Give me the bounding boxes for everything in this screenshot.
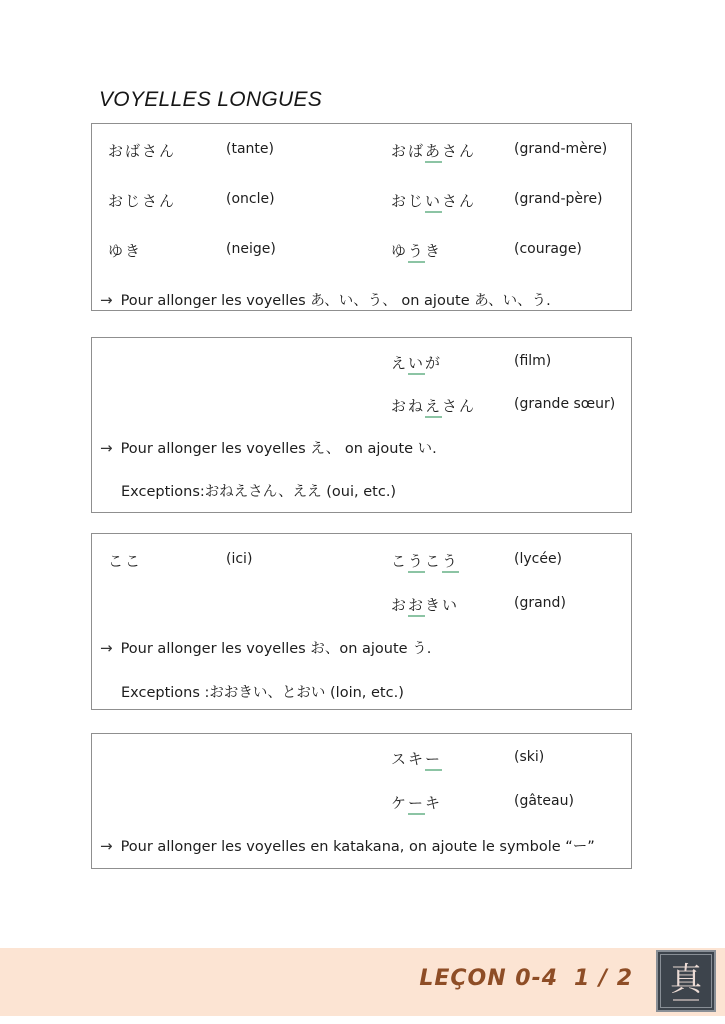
japanese-word: おじいさん bbox=[391, 190, 514, 211]
arrow-icon: → bbox=[100, 837, 113, 855]
japanese-word: こうこう bbox=[391, 550, 514, 571]
french-translation bbox=[226, 395, 391, 396]
vocab-rows bbox=[92, 124, 631, 290]
long-vowel-underline: う bbox=[408, 242, 425, 263]
rule-text: Pour allonger les voyelles お、on ajoute う. bbox=[120, 641, 432, 657]
vocab-row bbox=[92, 395, 631, 438]
rule-box-hiragana-a-i-u bbox=[91, 123, 632, 311]
page-title: VOYELLES LONGUES bbox=[99, 88, 323, 111]
long-vowel-underline: い bbox=[425, 192, 442, 213]
french-translation: (oncle) bbox=[226, 191, 275, 207]
japanese-word: おばあさん bbox=[391, 140, 514, 161]
footer-lesson-label bbox=[419, 966, 633, 991]
rule-box-hiragana-o bbox=[91, 533, 632, 710]
school-logo bbox=[656, 950, 716, 1012]
lesson-number: LEÇON 0-4 bbox=[419, 966, 559, 991]
arrow-icon: → bbox=[100, 291, 113, 309]
long-vowel-underline: あ bbox=[425, 142, 442, 163]
japanese-word: おばさん bbox=[108, 142, 177, 160]
long-vowel-underline: え bbox=[425, 397, 442, 418]
french-translation: (ski) bbox=[514, 749, 545, 765]
page-number: 1 / 2 bbox=[574, 966, 633, 991]
rule-text: Pour allonger les voyelles en katakana, on ajoute le symbole “ー” bbox=[120, 839, 595, 855]
japanese-word: おおきい bbox=[391, 594, 514, 615]
rule-line bbox=[92, 638, 631, 659]
vocab-row bbox=[92, 594, 631, 638]
long-vowel-underline: う bbox=[442, 552, 459, 573]
french-translation: (grand-mère) bbox=[514, 141, 608, 157]
french-translation: (tante) bbox=[226, 141, 274, 157]
rule-line bbox=[92, 836, 631, 857]
long-vowel-underline: ー bbox=[408, 794, 425, 815]
japanese-word: おじさん bbox=[108, 192, 177, 210]
japanese-word: ここ bbox=[108, 552, 143, 570]
japanese-word: えいが bbox=[391, 352, 514, 373]
french-translation: (courage) bbox=[514, 241, 582, 257]
french-translation: (grand-père) bbox=[514, 191, 603, 207]
french-translation: (lycée) bbox=[514, 551, 563, 567]
long-vowel-underline: お bbox=[408, 596, 425, 617]
long-vowel-underline: う bbox=[408, 552, 425, 573]
vocab-rows bbox=[92, 534, 631, 638]
french-translation: (grand) bbox=[514, 595, 566, 611]
vocab-row bbox=[92, 550, 631, 594]
french-translation: (ici) bbox=[226, 551, 253, 567]
french-translation: (grande sœur) bbox=[514, 396, 616, 412]
french-translation bbox=[226, 352, 391, 353]
logo-kanji-icon: 真 bbox=[669, 960, 702, 998]
french-translation: (film) bbox=[514, 353, 552, 369]
vocab-row bbox=[92, 240, 631, 290]
arrow-icon: → bbox=[100, 639, 113, 657]
vocab-row bbox=[92, 140, 631, 190]
vocab-row bbox=[92, 190, 631, 240]
japanese-word: ケーキ bbox=[391, 792, 514, 813]
exceptions-text: Exceptions :おおきい、とおい (loin, etc.) bbox=[121, 685, 404, 701]
japanese-word: ゆうき bbox=[391, 240, 514, 261]
french-translation bbox=[226, 792, 391, 793]
vocab-row bbox=[92, 748, 631, 792]
vocab-row bbox=[92, 792, 631, 836]
exceptions-text: Exceptions:おねえさん、ええ (oui, etc.) bbox=[121, 484, 397, 500]
rule-line bbox=[92, 438, 631, 459]
vocab-rows bbox=[92, 734, 631, 836]
rule-text: Pour allonger les voyelles え、 on ajoute い. bbox=[120, 441, 437, 457]
french-translation bbox=[226, 748, 391, 749]
long-vowel-underline: い bbox=[408, 354, 425, 375]
japanese-word: ゆき bbox=[108, 242, 143, 260]
rule-line bbox=[92, 290, 631, 311]
vocab-row bbox=[92, 352, 631, 395]
french-translation bbox=[226, 594, 391, 595]
rule-text: Pour allonger les voyelles あ、い、う、 on ajoute あ、い、う. bbox=[120, 293, 551, 309]
vocab-rows bbox=[92, 338, 631, 438]
french-translation: (gâteau) bbox=[514, 793, 574, 809]
japanese-word: スキー bbox=[391, 748, 514, 769]
logo-small-text bbox=[673, 999, 699, 1001]
rule-box-hiragana-e bbox=[91, 337, 632, 513]
rule-box-katakana bbox=[91, 733, 632, 869]
long-vowel-underline: ー bbox=[425, 750, 442, 771]
arrow-icon: → bbox=[100, 439, 113, 457]
french-translation: (neige) bbox=[226, 241, 276, 257]
japanese-word: おねえさん bbox=[391, 395, 514, 416]
